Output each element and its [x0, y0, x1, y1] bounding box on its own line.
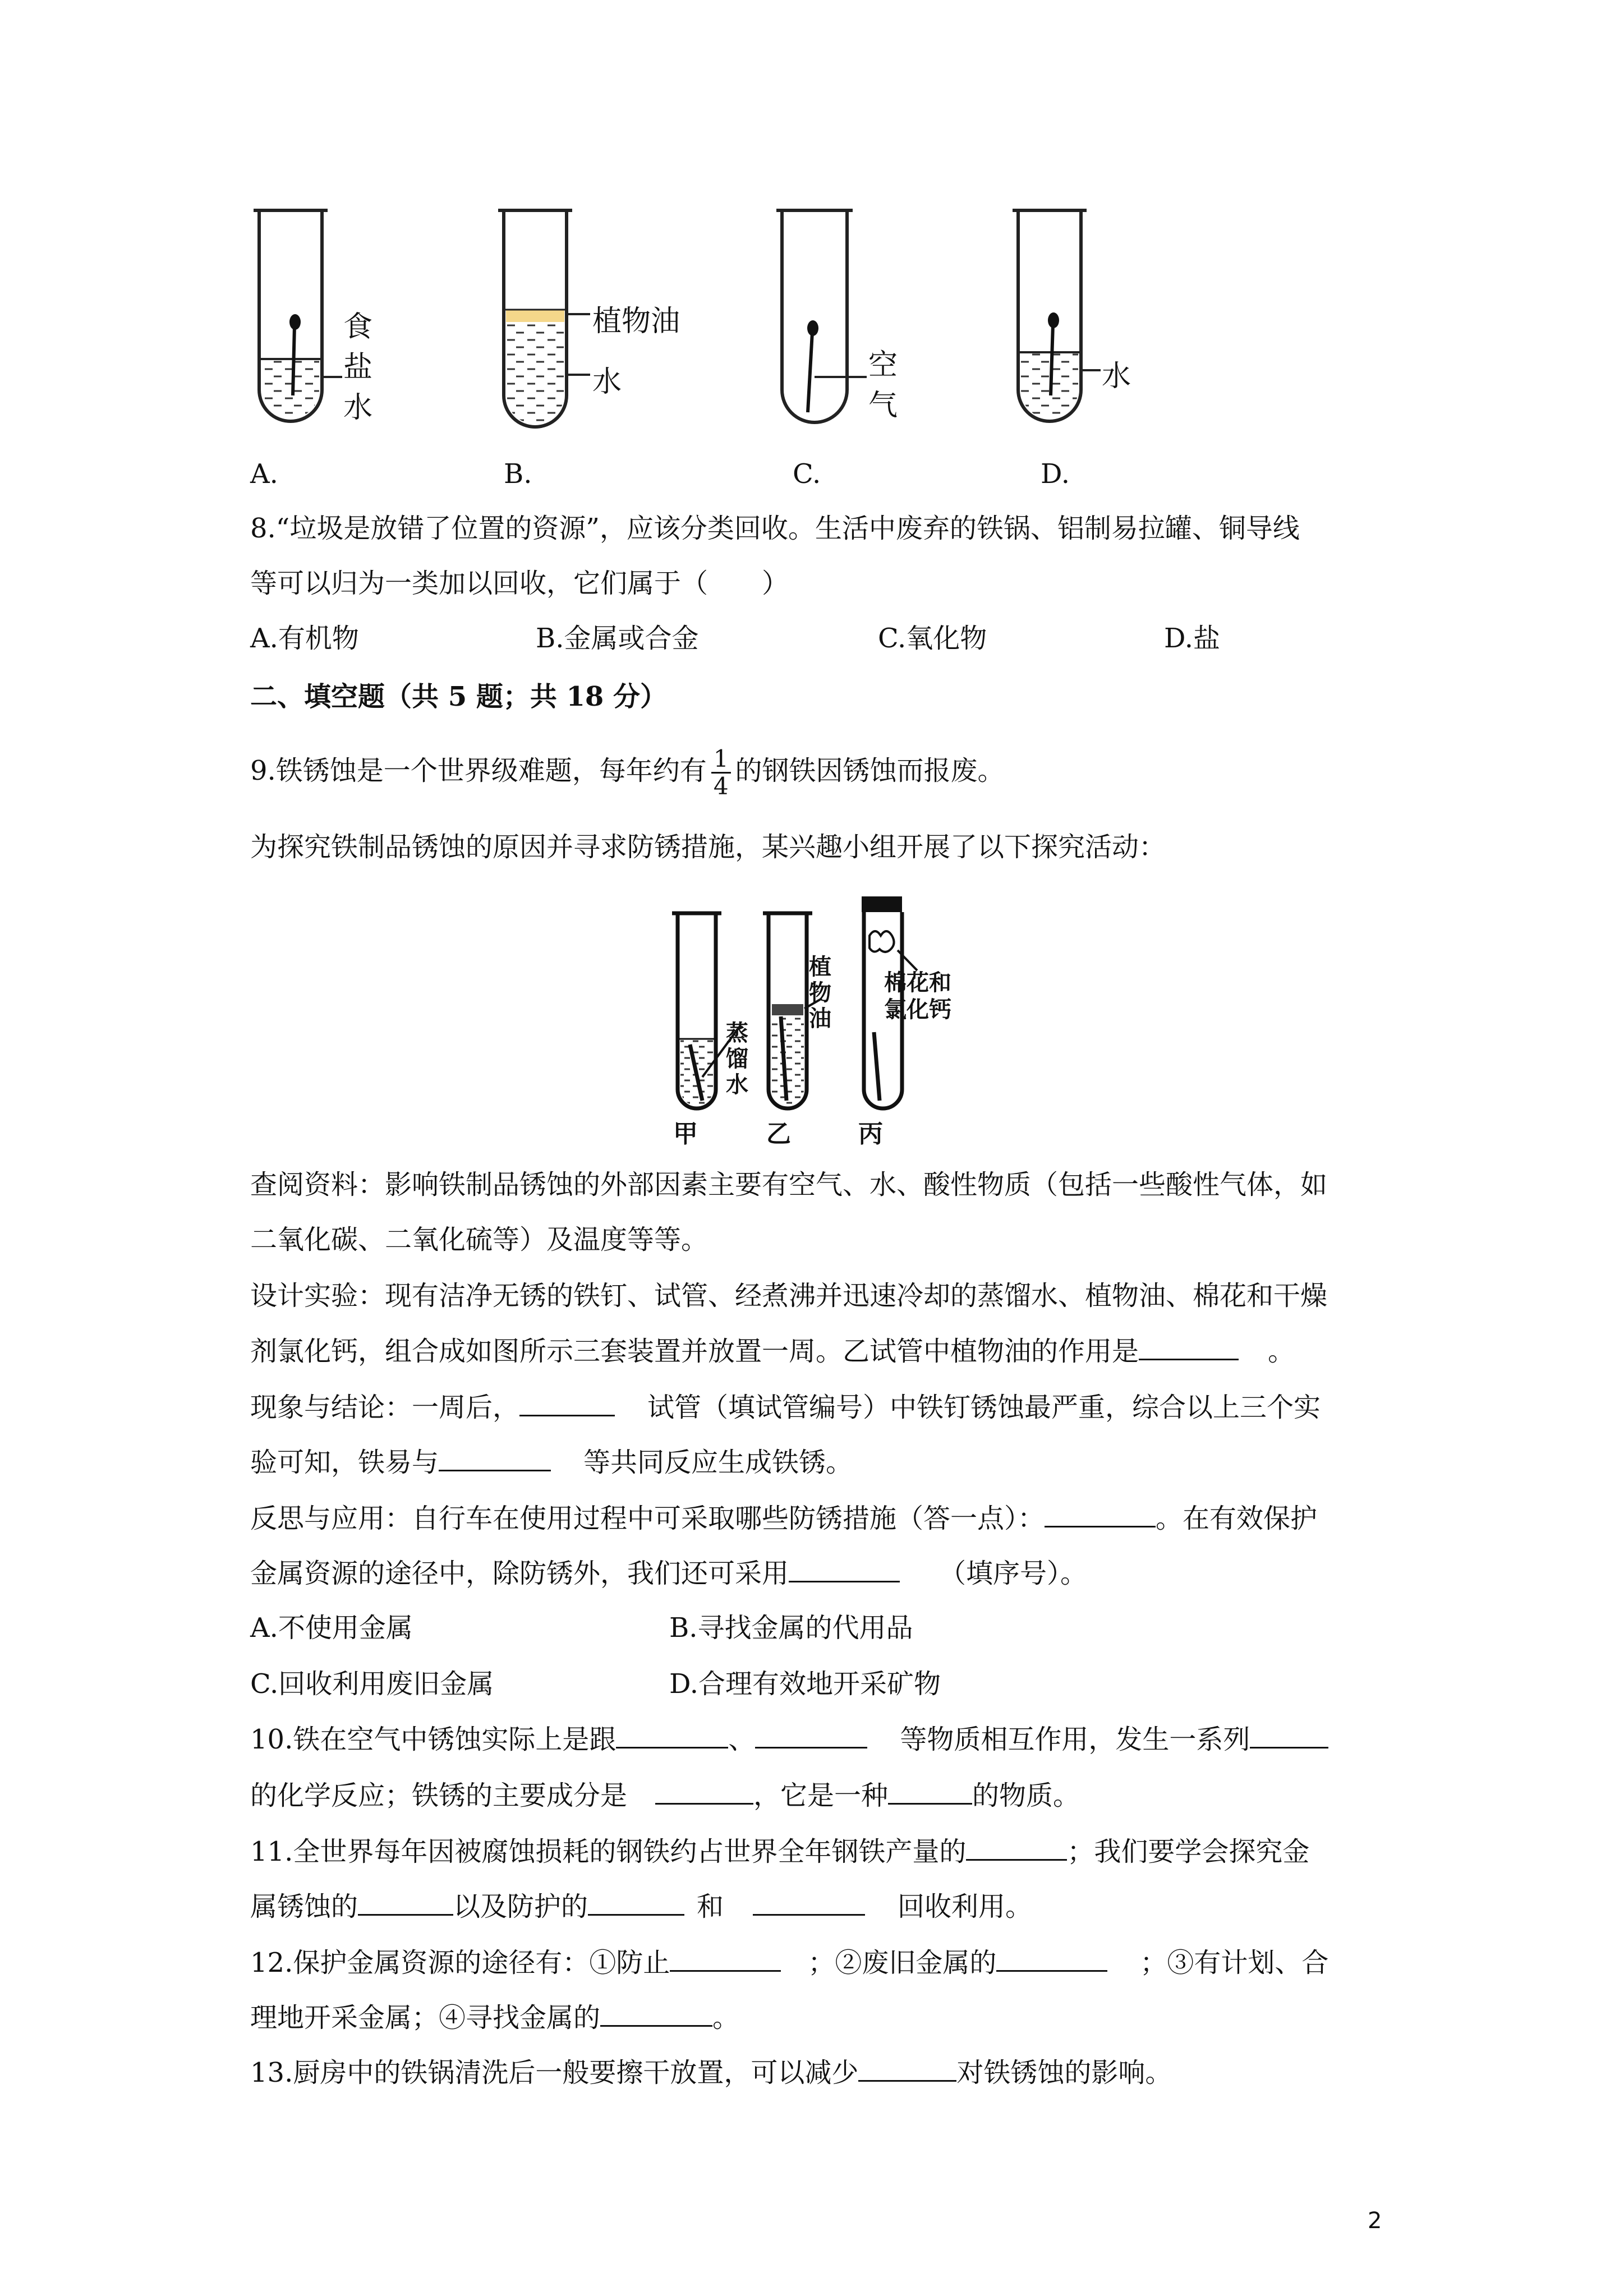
blank-oil-purpose[interactable] [1139, 1334, 1239, 1360]
q11-line-2-a: 属锈蚀的 [250, 1891, 358, 1922]
blank-q13-1[interactable] [858, 2055, 956, 2082]
tubes-drawing [0, 0, 1624, 494]
q11-line-2-c: 和 [697, 1891, 724, 1922]
q9-reflect-line-1 [250, 1501, 1317, 1535]
q10-line-1 [250, 1722, 1328, 1756]
blank-q12-2[interactable] [996, 1945, 1107, 1972]
blank-rust-prevention[interactable] [1045, 1501, 1156, 1527]
option-d-label: D. [1041, 458, 1070, 490]
tube-name-jia: 甲 [673, 1120, 698, 1148]
tube-b-label-water: 水 [592, 365, 622, 399]
q9-reflect-line-1-post: 。在有效保护 [1156, 1503, 1318, 1534]
q9-result-line-2-pre: 验可知，铁易与 [250, 1447, 439, 1478]
q11-line-1 [250, 1834, 1309, 1869]
q9-reflect-line-2 [250, 1556, 1087, 1590]
q11-line-1-a: 11.全世界每年因被腐蚀损耗的钢铁约占世界全年钢铁产量的 [250, 1836, 967, 1867]
tube-b [498, 210, 590, 427]
q9-option-b: B.寻找金属的代用品 [669, 1612, 913, 1644]
fraction-quarter [711, 746, 731, 799]
q10-line-1-c: 等物质相互作用，发生一系列 [900, 1724, 1250, 1755]
blank-q12-1[interactable] [670, 1945, 781, 1972]
q12-line-1-c: ；③有计划、合 [1140, 1947, 1329, 1978]
q13-line-1 [250, 2055, 1172, 2090]
q12-line-2-b: 。 [712, 2002, 740, 2033]
section-2-title: 二、填空题（共 5 题；共 18 分） [250, 681, 668, 712]
blank-option-choice[interactable] [789, 1556, 900, 1582]
q10-line-2-b: ，它是一种 [753, 1780, 889, 1811]
fraction-numerator: 1 [711, 746, 731, 774]
q9-design-line-2-pre: 剂氯化钙，组合成如图所示三套装置并放置一周。乙试管中植物油的作用是 [250, 1336, 1139, 1367]
option-c-label: C. [793, 458, 821, 490]
q10-line-1-a: 10.铁在空气中锈蚀实际上是跟 [250, 1724, 617, 1755]
q9-option-d: D.合理有效地开采矿物 [669, 1668, 941, 1700]
blank-q11-4[interactable] [753, 1889, 865, 1916]
blank-tube-number[interactable] [519, 1390, 615, 1416]
yi-label-2: 物 [809, 980, 831, 1006]
q12-line-1-a: 12.保护金属资源的途径有：①防止 [250, 1947, 670, 1978]
tube-b-label-oil: 植物油 [592, 305, 680, 338]
q11-line-2 [250, 1889, 1032, 1924]
page-number: 2 [1368, 2208, 1382, 2234]
blank-q10-1[interactable] [616, 1722, 728, 1749]
q9-design-line-1: 设计实验：现有洁净无锈的铁钉、试管、经煮沸并迅速冷却的蒸馏水、植物油、棉花和干燥 [250, 1280, 1328, 1312]
q12-line-2 [250, 2000, 739, 2035]
q9-reflect-line-2-post: （填序号）。 [939, 1558, 1088, 1589]
q13-line-1-a: 13.厨房中的铁锅清洗后一般要擦干放置，可以减少 [250, 2057, 859, 2088]
tube-name-yi: 乙 [766, 1120, 791, 1148]
jia-label-2: 馏 [726, 1046, 748, 1072]
q9-reflect-line-1-pre: 反思与应用：自行车在使用过程中可采取哪些防锈措施（答一点）： [250, 1503, 1045, 1534]
fraction-denominator: 4 [713, 772, 729, 800]
q11-line-2-b: 以及防护的 [453, 1891, 588, 1922]
q8-option-c: C.氧化物 [878, 623, 987, 654]
blank-q11-3[interactable] [588, 1889, 684, 1916]
q13-line-1-b: 对铁锈蚀的影响。 [956, 2057, 1172, 2088]
q9-result-line-1-pre: 现象与结论：一周后， [250, 1392, 520, 1423]
blank-q10-2[interactable] [755, 1722, 867, 1749]
q9-design-line-2-post: 。 [1268, 1336, 1295, 1367]
q9-result-line-2 [250, 1445, 853, 1479]
q10-line-2-c: 的物质。 [972, 1780, 1080, 1811]
q9-option-a: A.不使用金属 [250, 1612, 413, 1644]
q8-line-1: 8.“垃圾是放错了位置的资源”，应该分类回收。生活中废弃的铁锅、铝制易拉罐、铜导线 [250, 513, 1300, 544]
q9-line-1-post: 的钢铁因锈蚀而报废。 [735, 755, 1005, 786]
q9-reflect-line-2-pre: 金属资源的途径中，除防锈外，我们还可采用 [250, 1558, 789, 1589]
q9-line-2: 为探究铁制品锈蚀的原因并寻求防锈措施，某兴趣小组开展了以下探究活动： [250, 831, 1166, 863]
tube-a-label-3: 水 [343, 391, 373, 425]
q9-line-1-pre: 9.铁锈蚀是一个世界级难题，每年约有 [250, 755, 707, 786]
tube-c [776, 210, 867, 422]
figure-rust-tubes-1 [0, 0, 1624, 494]
yi-label-3: 油 [809, 1006, 831, 1032]
q9-result-line-2-post: 等共同反应生成铁锈。 [583, 1447, 853, 1478]
tube-name-bing: 丙 [858, 1120, 883, 1148]
tube-c-label-1: 空 [868, 348, 898, 382]
q8-option-b: B.金属或合金 [536, 623, 699, 654]
blank-q10-5[interactable] [888, 1778, 972, 1805]
tube-a [254, 210, 342, 421]
option-a-label: A. [250, 458, 278, 490]
q9-result-line-1 [250, 1390, 1321, 1424]
q9-line-1 [250, 746, 1005, 802]
yi-label-1: 植 [809, 954, 831, 980]
tube-a-label-1: 食 [343, 310, 373, 344]
option-b-label: B. [504, 458, 532, 490]
q10-line-2 [250, 1778, 1080, 1812]
bing-label-1: 棉花和 [884, 970, 951, 996]
blank-q11-2[interactable] [358, 1889, 453, 1916]
q8-option-a: A.有机物 [250, 623, 359, 654]
q10-line-2-a: 的化学反应；铁锈的主要成分是 [250, 1780, 628, 1811]
bing-label-2: 氯化钙 [884, 997, 951, 1023]
tube-d [1013, 210, 1101, 421]
jia-label-3: 水 [726, 1072, 748, 1098]
q12-line-1-b: ；②废旧金属的 [808, 1947, 997, 1978]
q11-line-2-d: 回收利用。 [898, 1891, 1033, 1922]
q12-line-2-a: 理地开采金属；④寻找金属的 [250, 2002, 601, 2033]
q10-line-1-b: 、 [728, 1724, 756, 1755]
q9-result-line-1-post: 试管（填试管编号）中铁钉锈蚀最严重，综合以上三个实 [647, 1392, 1321, 1423]
tube-a-label-2: 盐 [343, 351, 373, 384]
blank-q10-4[interactable] [655, 1778, 753, 1805]
q9-info-line-1: 查阅资料：影响铁制品锈蚀的外部因素主要有空气、水、酸性物质（包括一些酸性气体，如 [250, 1169, 1328, 1200]
jia-label-1: 蒸 [726, 1020, 748, 1046]
q11-line-1-b: ；我们要学会探究金 [1067, 1836, 1310, 1867]
q12-line-1 [250, 1945, 1328, 1980]
blank-q12-3[interactable] [600, 2000, 712, 2027]
q8-option-d: D.盐 [1164, 623, 1221, 654]
blank-q10-3[interactable] [1250, 1722, 1328, 1749]
tube-c-label-2: 气 [868, 389, 898, 422]
q8-line-2: 等可以归为一类加以回收，它们属于（ ） [250, 568, 789, 599]
q9-option-c: C.回收利用废旧金属 [250, 1668, 494, 1700]
blank-q11-1[interactable] [966, 1834, 1067, 1861]
blank-reactants[interactable] [439, 1445, 551, 1471]
q9-design-line-2 [250, 1334, 1295, 1368]
q9-info-line-2: 二氧化碳、二氧化硫等）及温度等等。 [250, 1224, 709, 1255]
tube-d-label-water: 水 [1102, 360, 1131, 393]
